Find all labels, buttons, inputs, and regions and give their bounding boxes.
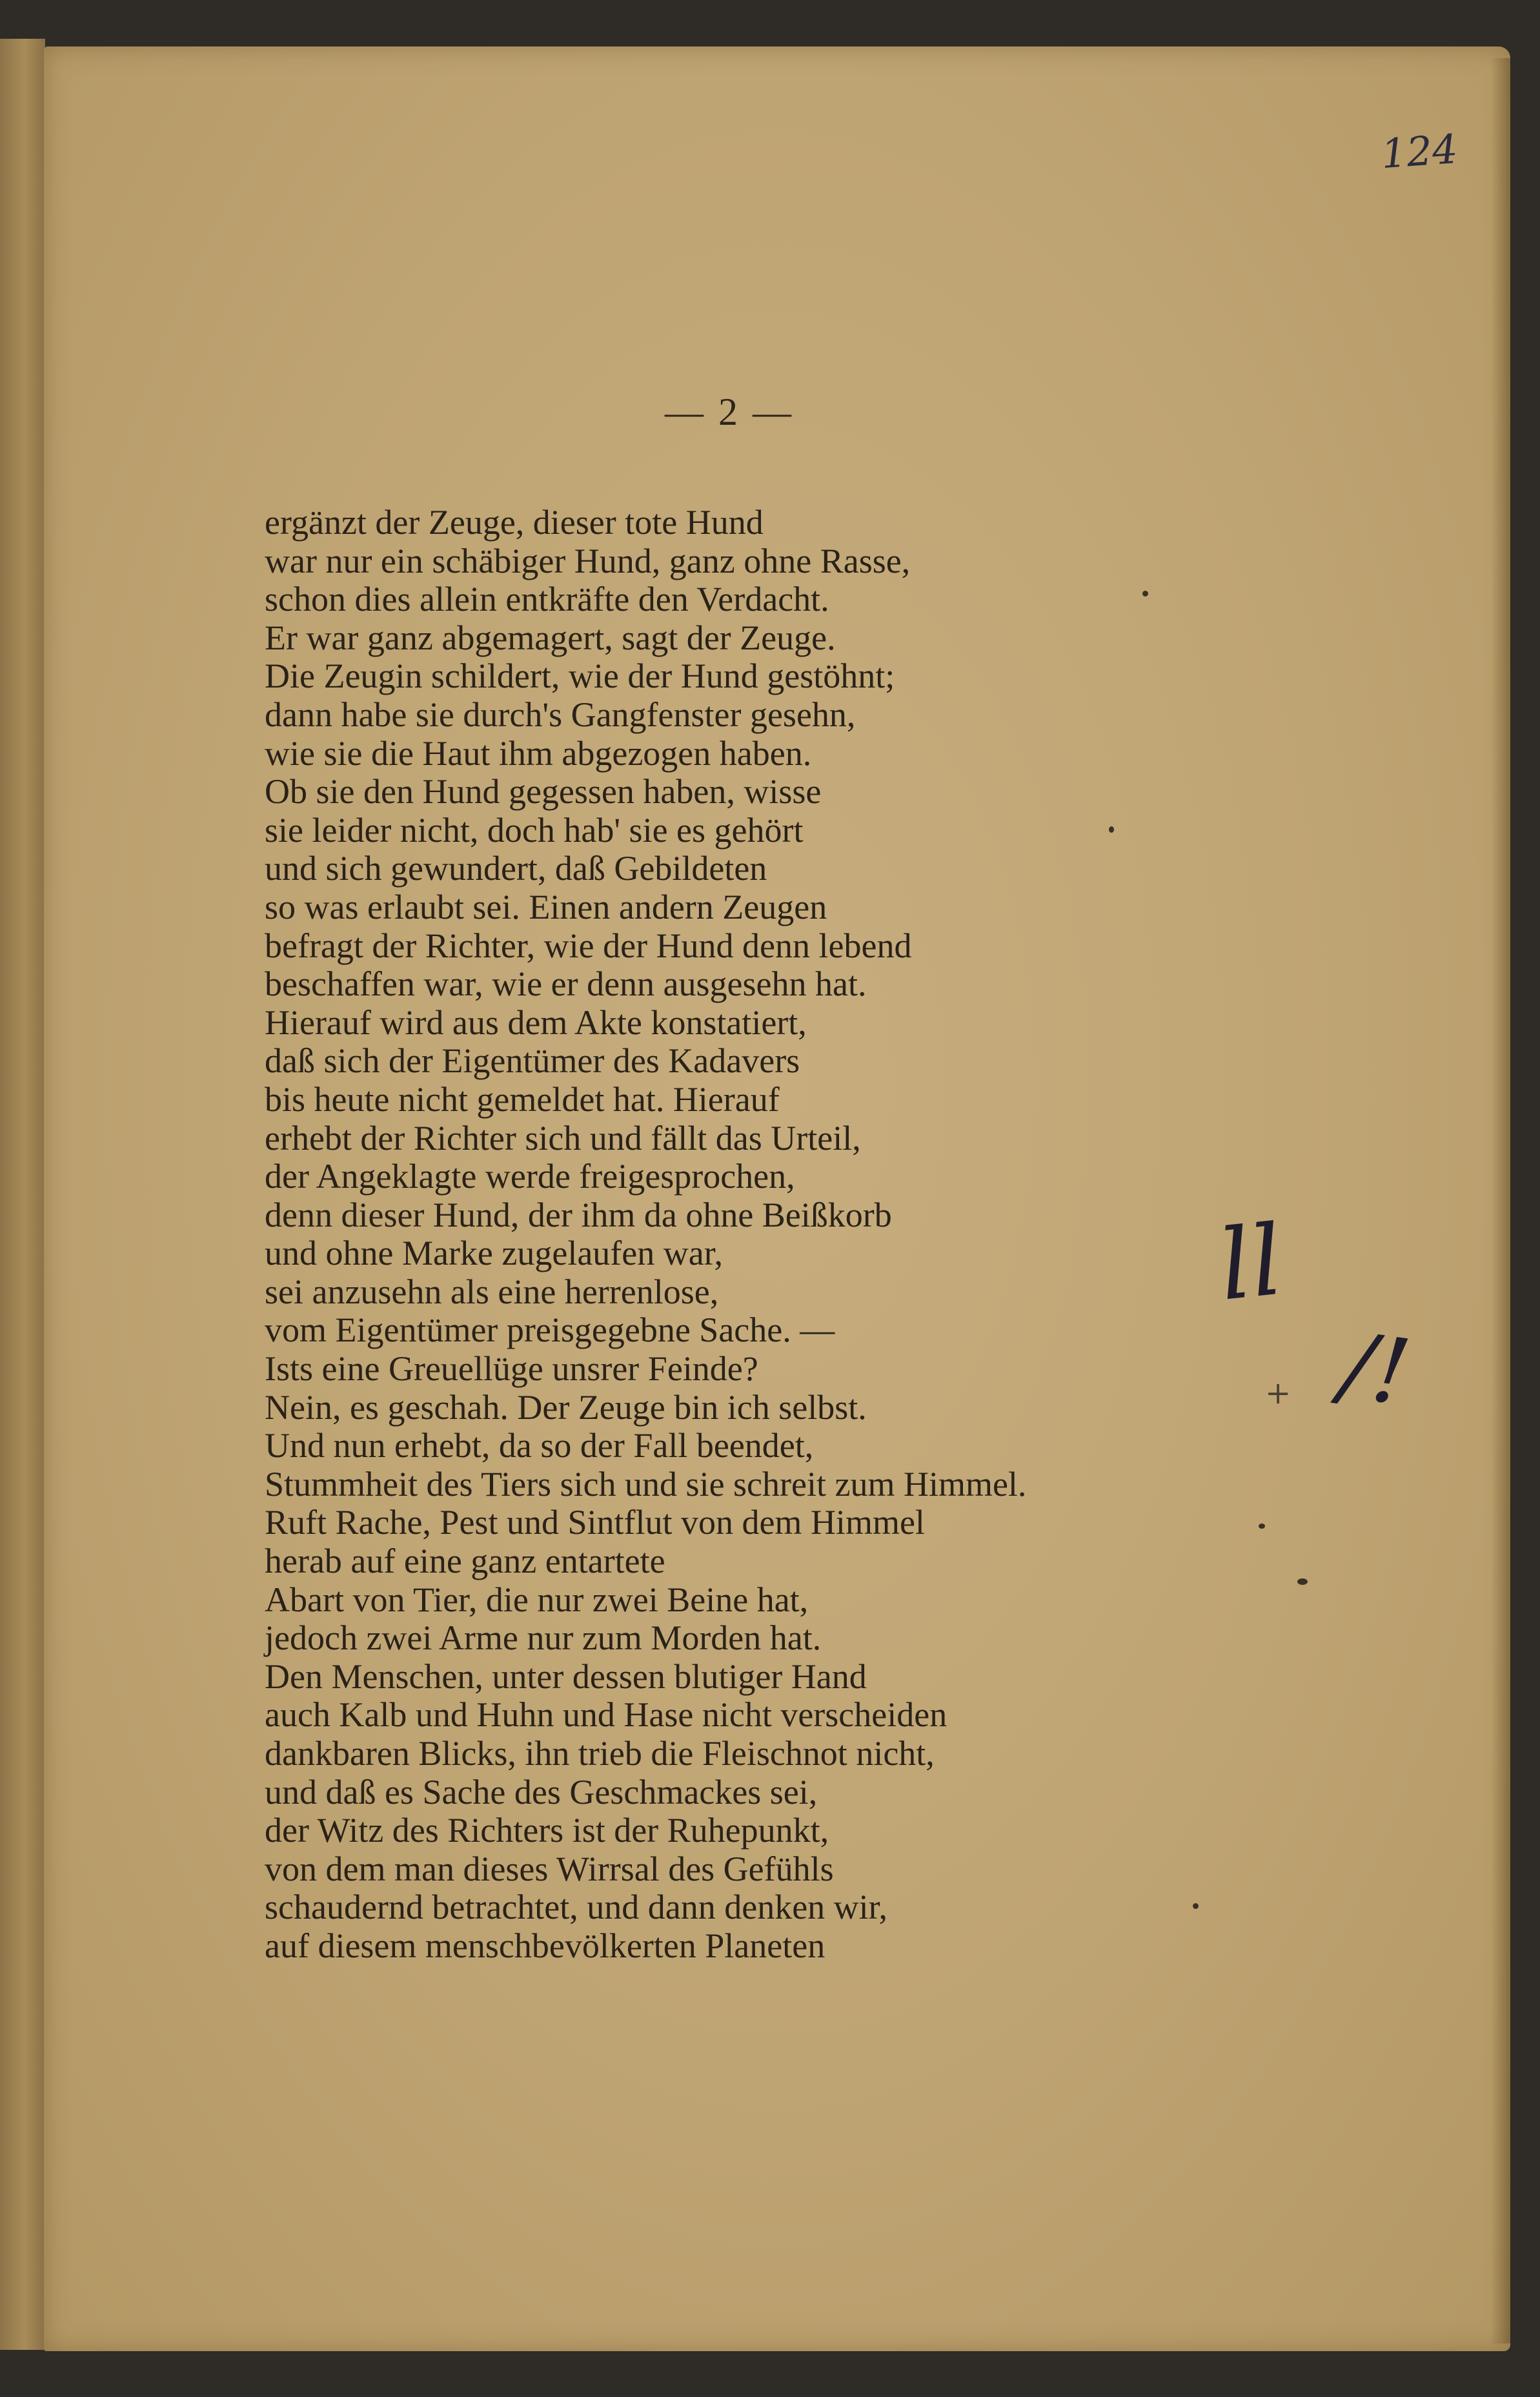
pencil-dot-mark — [1109, 826, 1114, 833]
poem-line: bis heute nicht gemeldet hat. Hierauf — [265, 1079, 780, 1119]
poem-line: jedoch zwei Arme nur zum Morden hat. — [265, 1618, 822, 1658]
poem-text — [265, 504, 1207, 1966]
margin-annotation-ll: ll — [1214, 1204, 1288, 1323]
poem-line: Und nun erhebt, da so der Fall beendet, — [265, 1426, 814, 1465]
margin-annotation-plus: + — [1265, 1375, 1292, 1411]
poem-line: und ohne Marke zugelaufen war, — [265, 1234, 724, 1273]
pencil-dot-mark — [1259, 1524, 1265, 1529]
poem-line: Den Menschen, unter dessen blutiger Hand — [265, 1657, 867, 1696]
pencil-dot-mark — [1297, 1578, 1308, 1585]
handwritten-folio-number: 124 — [1379, 125, 1459, 178]
poem-line: Die Zeugin schildert, wie der Hund gestöhnt; — [265, 657, 895, 696]
left-page-edge — [0, 39, 45, 2350]
poem-line: sie leider nicht, doch hab' sie es gehört — [265, 810, 804, 850]
poem-line: von dem man dieses Wirrsal des Gefühls — [265, 1849, 834, 1888]
poem-line: befragt der Richter, wie der Hund denn lebend — [265, 926, 912, 965]
poem-line: schon dies allein entkräfte den Verdacht. — [265, 580, 829, 619]
pencil-dot-mark — [1193, 1903, 1199, 1909]
poem-line: sei anzusehn als eine herrenlose, — [265, 1272, 719, 1311]
poem-line: Hierauf wird aus dem Akte konstatiert, — [265, 1003, 807, 1042]
poem-line: auch Kalb und Huhn und Hase nicht verscheiden — [265, 1695, 947, 1735]
poem-line: dankbaren Blicks, ihn trieb die Fleischnot nicht, — [265, 1734, 935, 1773]
poem-line: Ruft Rache, Pest und Sintflut von dem Himmel — [265, 1503, 925, 1542]
margin-annotation-exclamation: /! — [1335, 1312, 1417, 1427]
poem-line: Ists eine Greuellüge unsrer Feinde? — [265, 1349, 758, 1389]
poem-line: vom Eigentümer preisgegebne Sache. — — [265, 1311, 835, 1350]
poem-line: ergänzt der Zeuge, dieser tote Hund — [265, 503, 764, 542]
poem-line: war nur ein schäbiger Hund, ganz ohne Rasse, — [265, 541, 911, 580]
poem-line: erhebt der Richter sich und fällt das Urteil, — [265, 1118, 861, 1158]
poem-line: Abart von Tier, die nur zwei Beine hat, — [265, 1580, 809, 1619]
poem-line: herab auf eine ganz entartete — [265, 1542, 665, 1581]
poem-line: Er war ganz abgemagert, sagt der Zeuge. — [265, 618, 836, 657]
poem-line: so was erlaubt sei. Einen andern Zeugen — [265, 887, 827, 926]
poem-line: Nein, es geschah. Der Zeuge bin ich selbst. — [265, 1387, 867, 1427]
poem-line: auf diesem menschbevölkerten Planeten — [265, 1926, 826, 1965]
right-page-edge-shadow — [1491, 58, 1510, 2343]
poem-line: wie sie die Haut ihm abgezogen haben. — [265, 733, 812, 773]
poem-line: schaudernd betrachtet, und dann denken wir, — [265, 1888, 887, 1927]
poem-line: dann habe sie durch's Gangfenster gesehn, — [265, 695, 856, 734]
pencil-dot-mark — [1142, 591, 1148, 597]
poem-line: denn dieser Hund, der ihm da ohne Beißkorb — [265, 1195, 892, 1234]
poem-line: beschaffen war, wie er denn ausgesehn hat. — [265, 964, 867, 1004]
poem-line: der Angeklagte werde freigesprochen, — [265, 1157, 795, 1196]
poem-line: daß sich der Eigentümer des Kadavers — [265, 1041, 800, 1081]
poem-line: und daß es Sache des Geschmackes sei, — [265, 1772, 818, 1811]
page-number: — 2 — — [665, 391, 794, 433]
poem-line: Ob sie den Hund gegessen haben, wisse — [265, 772, 822, 811]
poem-line: und sich gewundert, daß Gebildeten — [265, 849, 767, 888]
poem-line: Stummheit des Tiers sich und sie schreit zum Himmel. — [265, 1464, 1027, 1504]
poem-line: der Witz des Richters ist der Ruhepunkt, — [265, 1811, 829, 1850]
